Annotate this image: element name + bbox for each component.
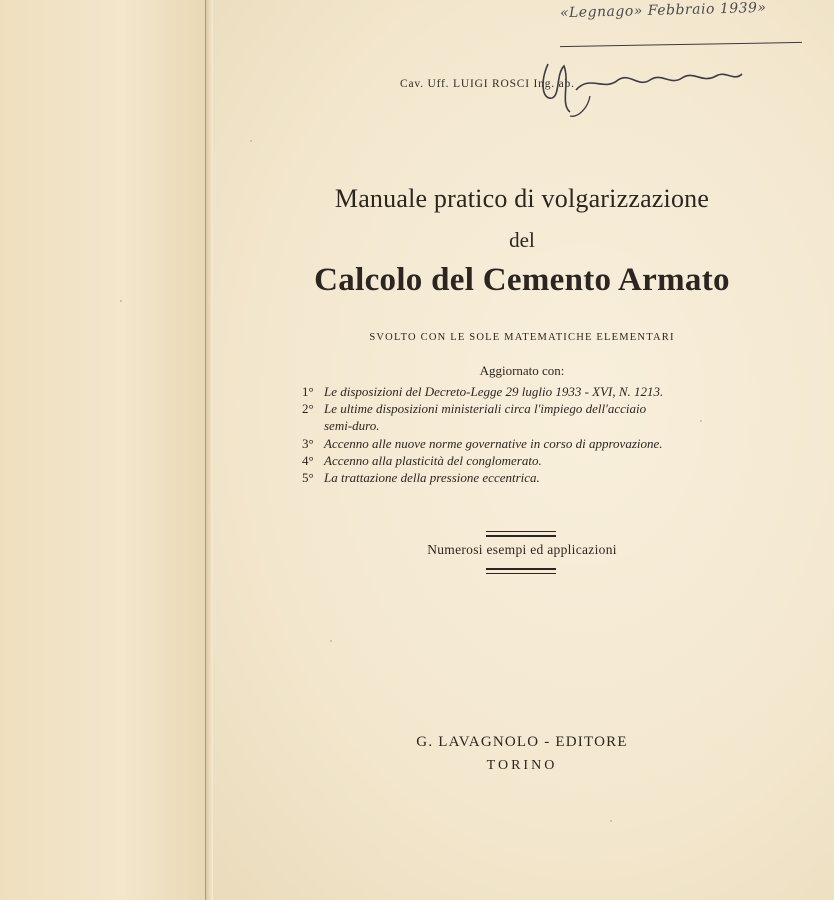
- update-text: Accenno alla plasticità del conglomerato.: [324, 452, 542, 468]
- update-list: [302, 383, 772, 486]
- update-continuation: semi-duro.: [324, 418, 380, 434]
- update-item: [302, 435, 772, 452]
- update-number: 5°: [302, 470, 314, 486]
- handwritten-signature: [530, 52, 760, 122]
- update-text: Le ultime disposizioni ministeriali circa l'impiego dell'acciaio: [324, 401, 647, 417]
- update-text: Le disposizioni del Decreto-Legge 29 luglio 1933 - XVI, N. 1213.: [324, 384, 664, 399]
- decorative-rule: [486, 568, 556, 570]
- paper-speck: [330, 640, 332, 642]
- title-line-2: del: [509, 228, 535, 252]
- update-number: 2°: [302, 401, 314, 417]
- update-text: La trattazione della pressione eccentrica.: [324, 470, 540, 486]
- update-item: [302, 469, 772, 486]
- left-blank-page: [0, 0, 207, 900]
- decorative-rule: [486, 573, 556, 574]
- update-item: [302, 452, 772, 469]
- update-text: Accenno alle nuove norme governative in corso di approvazione.: [324, 435, 663, 451]
- publisher: G. LAVAGNOLO - EDITORE: [416, 734, 628, 750]
- paper-speck: [610, 820, 612, 822]
- update-number: 4°: [302, 452, 314, 468]
- main-title: Calcolo del Cemento Armato: [314, 262, 730, 298]
- subtitle: SVOLTO CON LE SOLE MATEMATICHE ELEMENTARI: [369, 332, 675, 343]
- author-line: Cav. Uff. LUIGI ROSCI Ing. ab.: [400, 78, 575, 90]
- title-line-1: Manuale pratico di volgarizzazione: [334, 184, 710, 213]
- updated-label: Aggiornato con:: [479, 363, 565, 378]
- update-item: [302, 400, 772, 417]
- decorative-rule: [486, 531, 556, 532]
- paper-speck: [250, 140, 252, 142]
- publisher-city: TORINO: [486, 758, 558, 773]
- update-item: [302, 383, 772, 400]
- handwritten-date: «Legnago» Febbraio 1939»: [559, 0, 767, 22]
- update-number: 1°: [302, 384, 314, 399]
- paper-speck: [120, 300, 122, 302]
- update-number: 3°: [302, 435, 314, 451]
- decorative-rule: [486, 535, 556, 537]
- examples-line: Numerosi esempi ed applicazioni: [427, 542, 617, 557]
